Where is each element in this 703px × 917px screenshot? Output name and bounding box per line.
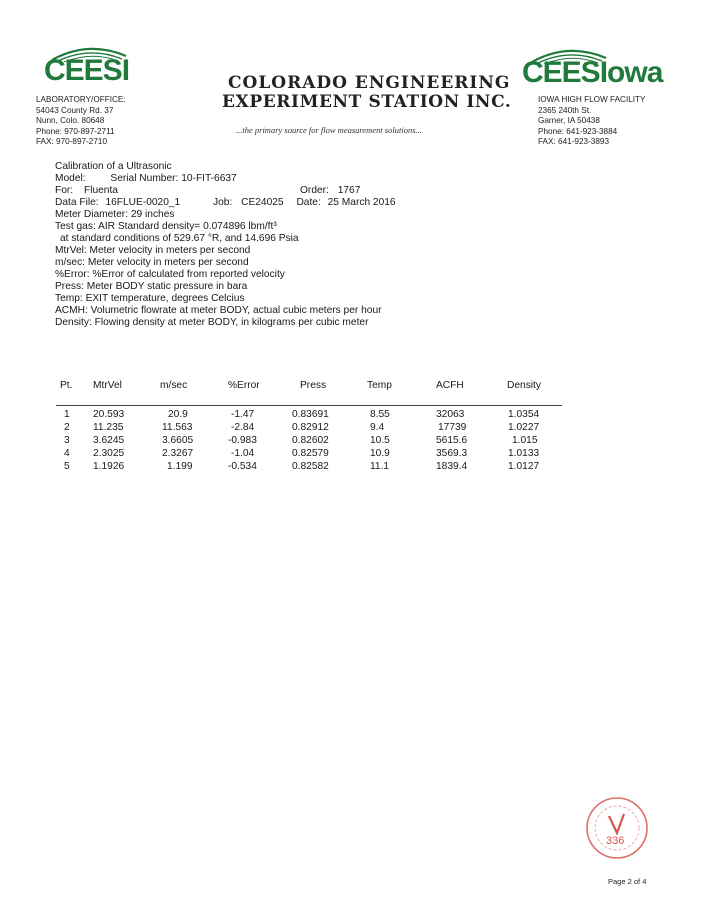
column-header: %Error [228, 380, 260, 391]
test-gas-line: Test gas: AIR Standard density= 0.074896 lbm/ft³ [55, 221, 277, 232]
address-line: FAX: 641-923-3893 [538, 137, 610, 146]
right-address [538, 95, 646, 148]
table-cell: 9.4 [370, 422, 385, 433]
left-address [36, 95, 126, 148]
model-row [55, 173, 237, 185]
job-label: Job: [213, 197, 233, 208]
table-cell: 1.1926 [93, 461, 125, 472]
table-cell: -1.47 [231, 409, 255, 420]
tagline: ...the primary source for flow measurement solutions... [236, 125, 422, 135]
table-cell: 11.563 [162, 422, 193, 433]
date-label: Date: [296, 197, 321, 208]
address-line: Phone: 641-923-3884 [538, 126, 618, 136]
address-line: IOWA HIGH FLOW FACILITY [538, 95, 646, 104]
address-line: FAX: 970-897-2710 [36, 137, 108, 146]
table-cell: 3.6245 [93, 435, 125, 446]
order-row [300, 185, 360, 197]
address-line: LABORATORY/OFFICE: [36, 95, 126, 104]
table-cell: 3569.3 [436, 448, 468, 459]
column-header: m/sec [160, 380, 188, 391]
table-cell: 20.593 [93, 409, 125, 420]
table-cell: 4 [64, 448, 70, 459]
ceesiowa-logo-right [518, 44, 668, 90]
table-cell: 1.199 [167, 461, 193, 472]
stamp-number: 336 [606, 835, 625, 847]
calibration-line: Calibration of a Ultrasonic [55, 161, 172, 172]
column-header: ACFH [436, 380, 464, 391]
table-cell: 17739 [438, 422, 467, 433]
table-cell: -2.84 [231, 422, 255, 433]
table-cell: 0.83691 [292, 409, 329, 420]
definition-line: m/sec: Meter velocity in meters per second [55, 257, 249, 268]
inspection-stamp [584, 795, 650, 861]
column-header: Pt. [60, 380, 73, 391]
date-value: 25 March 2016 [327, 197, 396, 208]
table-cell: 1.0227 [508, 422, 540, 433]
address-line: Nunn, Colo. 80648 [36, 116, 105, 125]
table-cell: -0.534 [228, 461, 257, 472]
definition-line: ACMH: Volumetric flowrate at meter BODY, actual cubic meters per hour [55, 305, 382, 316]
column-header: Density [507, 380, 541, 391]
address-line: Garner, IA 50438 [538, 116, 600, 125]
table-cell: -0.983 [228, 435, 257, 446]
table-cell: 1.0354 [508, 409, 540, 420]
table-cell: 1839.4 [436, 461, 468, 472]
table-cell: 10.5 [370, 435, 390, 446]
table-cell: 20.9 [168, 409, 188, 420]
address-line: 2365 240th St. [538, 105, 592, 115]
table-cell: 5615.6 [436, 435, 468, 446]
table-cell: 32063 [436, 409, 465, 420]
for-row [55, 185, 118, 197]
job-row [213, 197, 396, 209]
right-logo-text: CEESIowa [522, 56, 663, 89]
definition-line: Density: Flowing density at meter BODY, in kilograms per cubic meter [55, 317, 369, 328]
table-cell: 2 [64, 422, 70, 433]
ceesi-logo-left [38, 42, 148, 88]
data-file-value: 16FLUE-0020_1 [105, 197, 181, 208]
address-line: Phone: 970-897-2711 [36, 126, 115, 136]
table-cell: 8.55 [370, 409, 390, 420]
table-cell: 0.82579 [292, 448, 329, 459]
company-title-line1: COLORADO ENGINEERING [228, 73, 511, 93]
table-cell: 5 [64, 461, 70, 472]
column-header: Temp [367, 380, 392, 391]
table-cell: 1.015 [512, 435, 538, 446]
definition-line: %Error: %Error of calculated from reported velocity [55, 269, 285, 280]
header-divider [56, 405, 562, 406]
model-label: Model: [55, 173, 86, 184]
job-value: CE24025 [241, 197, 284, 208]
std-conditions-line: at standard conditions of 529.67 °R, and 14.696 Psia [60, 233, 299, 244]
column-header: Press [300, 380, 327, 391]
table-cell: 11.1 [370, 461, 390, 472]
data-file-label: Data File: [55, 197, 99, 208]
datafile-row [55, 197, 180, 209]
table-cell: 0.82602 [292, 435, 329, 446]
table-cell: 0.82582 [292, 461, 329, 472]
serial-value: 10-FIT-6637 [181, 173, 237, 184]
table-cell: 10.9 [370, 448, 390, 459]
table-cell: 2.3025 [93, 448, 125, 459]
table-cell: 2.3267 [162, 448, 194, 459]
page-number: Page 2 of 4 [608, 877, 647, 886]
table-cell: 1.0133 [508, 448, 540, 459]
diameter-line: Meter Diameter: 29 inches [55, 209, 175, 220]
definition-line: Temp: EXIT temperature, degrees Celcius [55, 293, 245, 304]
table-cell: 1.0127 [508, 461, 540, 472]
left-logo-text: CEESI [44, 54, 130, 87]
table-cell: 11.235 [93, 422, 124, 433]
definition-line: MtrVel: Meter velocity in meters per second [55, 245, 251, 256]
for-label: For: [55, 185, 74, 196]
order-value: 1767 [337, 185, 361, 196]
stamp-circle-icon [584, 795, 650, 861]
serial-label: Serial Number: [110, 173, 179, 184]
for-value: Fluenta [83, 185, 118, 196]
column-header: MtrVel [93, 380, 122, 391]
definition-line: Press: Meter BODY static pressure in bara [55, 281, 248, 292]
table-cell: 0.82912 [292, 422, 329, 433]
table-cell: 3.6605 [162, 435, 194, 446]
table-cell: 1 [64, 409, 70, 420]
address-line: 54043 County Rd. 37 [36, 105, 114, 115]
company-title-line2: EXPERIMENT STATION INC. [222, 92, 512, 112]
order-label: Order: [300, 185, 329, 196]
table-cell: 3 [64, 435, 70, 446]
table-cell: -1.04 [231, 448, 255, 459]
